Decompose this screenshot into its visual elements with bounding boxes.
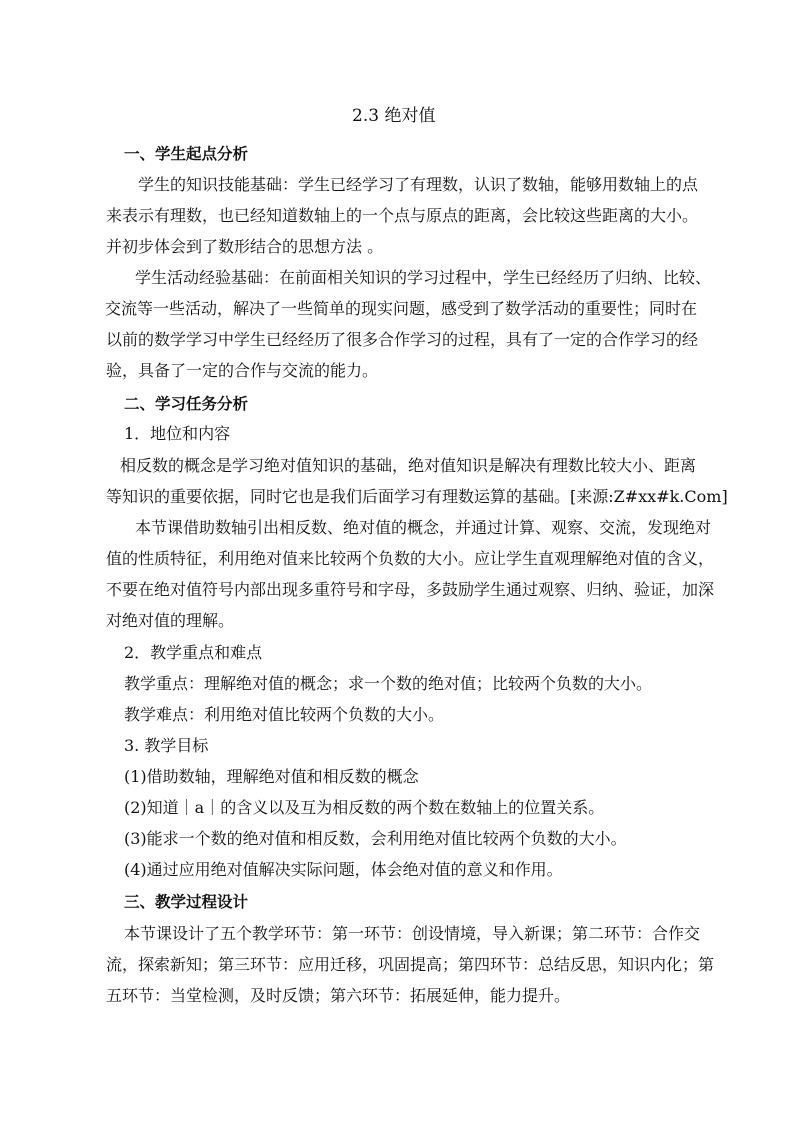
section-3-heading: 三、教学过程设计 — [124, 893, 249, 911]
paragraph-line: 相反数的概念是学习绝对值知识的基础，绝对值知识是解决有理数比较大小、距离 — [120, 456, 697, 475]
paragraph-line: 值的性质特征，利用绝对值来比较两个负数的大小。应让学生直观理解绝对值的含义， — [106, 549, 715, 568]
paragraph-line: 不要在绝对值符号内部出现多重符号和字母，多鼓励学生通过观察、归纳、验证，加深 — [106, 580, 715, 599]
section-2-heading: 二、学习任务分析 — [124, 395, 249, 413]
paragraph-line: 流，探索新知；第三环节：应用迁移，巩固提高；第四环节：总结反思，知识内化；第 — [106, 955, 715, 974]
list-item: (4)通过应用绝对值解决实际问题，体会绝对值的意义和作用。 — [124, 860, 563, 879]
paragraph-line: 并初步体会到了数形结合的思想方法 。 — [106, 237, 384, 256]
subsection-heading: 2．教学重点和难点 — [124, 643, 263, 662]
teaching-difficulty: 教学难点：利用绝对值比较两个负数的大小。 — [124, 705, 445, 724]
list-item: (3)能求一个数的绝对值和相反数，会利用绝对值比较两个负数的大小。 — [124, 829, 627, 848]
paragraph-line: 验，具备了一定的合作与交流的能力。 — [106, 361, 379, 380]
list-item: (2)知道｜a｜的含义以及互为相反数的两个数在数轴上的位置关系。 — [124, 798, 605, 817]
section-1-heading: 一、学生起点分析 — [124, 145, 249, 163]
paragraph-line: 对绝对值的理解。 — [106, 611, 235, 630]
paragraph-line: 以前的数学学习中学生已经经历了很多合作学习的过程，具有了一定的合作学习的经 — [106, 330, 699, 349]
page-title: 2.3 绝对值 — [352, 106, 436, 126]
paragraph-line: 本节课设计了五个教学环节：第一环节：创设情境，导入新课；第二环节：合作交 — [124, 924, 701, 943]
subsection-heading: 1．地位和内容 — [124, 424, 231, 443]
paragraph-line: 等知识的重要依据，同时它也是我们后面学习有理数运算的基础。[来源:Z#xx#k.Com] — [106, 487, 728, 506]
paragraph-line: 来表示有理数，也已经知道数轴上的一个点与原点的距离，会比较这些距离的大小。 — [106, 206, 699, 225]
paragraph-line: 五环节：当堂检测，及时反馈；第六环节：拓展延伸，能力提升。 — [106, 986, 571, 1005]
list-item: (1)借助数轴，理解绝对值和相反数的概念 — [124, 767, 419, 786]
paragraph-line: 本节课借助数轴引出相反数、绝对值的概念，并通过计算、观察、交流，发现绝对 — [135, 518, 712, 537]
paragraph-line: 学生的知识技能基础：学生已经学习了有理数，认识了数轴，能够用数轴上的点 — [138, 175, 699, 194]
paragraph-line: 交流等一些活动，解决了一些简单的现实问题，感受到了数学活动的重要性；同时在 — [105, 299, 698, 318]
subsection-heading: 3. 教学目标 — [124, 736, 209, 755]
teaching-focus: 教学重点：理解绝对值的概念；求一个数的绝对值；比较两个负数的大小。 — [124, 674, 653, 693]
paragraph-line: 学生活动经验基础：在前面相关知识的学习过程中，学生已经经历了归纳、比较、 — [135, 268, 712, 287]
